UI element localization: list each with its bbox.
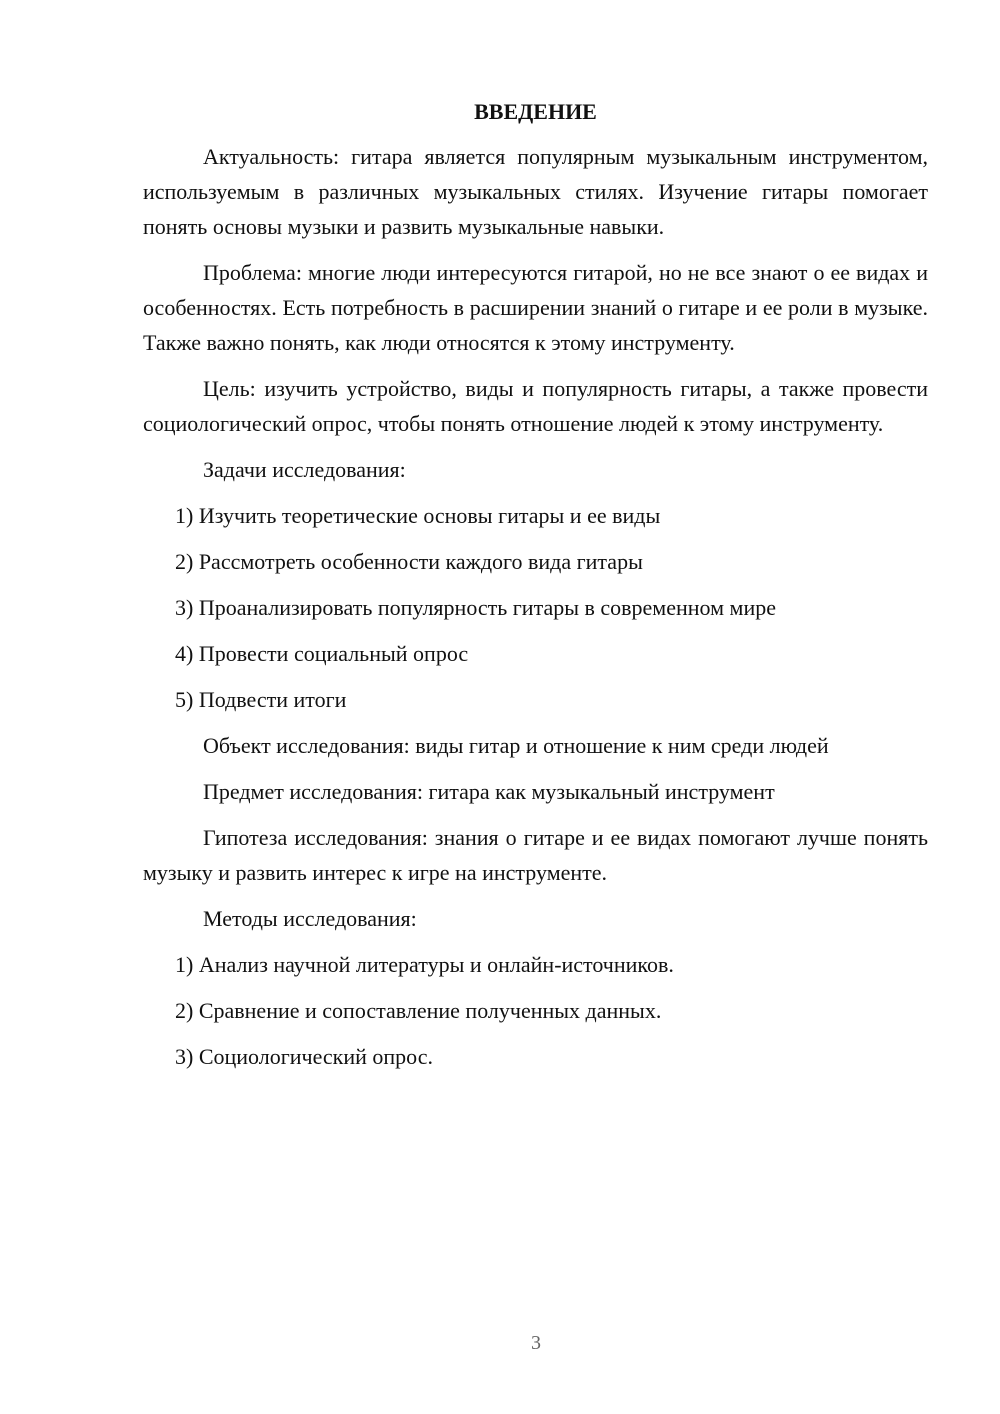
method-item: 3) Социологический опрос.	[175, 1044, 433, 1069]
method-item: 2) Сравнение и сопоставление полученных данных.	[175, 998, 662, 1023]
method-item: 1) Анализ научной литературы и онлайн-источников.	[175, 952, 674, 977]
problem-paragraph: Проблема: многие люди интересуются гитарой, но не все знают о ее видах и особенностях. Есть потребность в расширении знаний о гитаре и ее роли в музыке. Также важно понять, как люди относятся к этому инструменту.	[143, 260, 928, 355]
document-body	[143, 94, 928, 1085]
methods-heading: Методы исследования:	[203, 906, 417, 931]
goal-paragraph: Цель: изучить устройство, виды и популярность гитары, а также провести социологический опрос, чтобы понять отношение людей к этому инструменту.	[143, 376, 928, 436]
task-item: 3) Проанализировать популярность гитары в современном мире	[175, 595, 777, 620]
page-number: 3	[531, 1332, 541, 1354]
task-item: 2) Рассмотреть особенности каждого вида гитары	[175, 549, 643, 574]
task-item: 5) Подвести итоги	[175, 687, 347, 712]
tasks-heading: Задачи исследования:	[203, 457, 406, 482]
task-item: 4) Провести социальный опрос	[175, 641, 469, 666]
object-line: Объект исследования: виды гитар и отношение к ним среди людей	[203, 733, 829, 758]
subject-line: Предмет исследования: гитара как музыкальный инструмент	[203, 779, 775, 804]
relevance-paragraph: Актуальность: гитара является популярным музыкальным инструментом, используемым в различных музыкальных стилях. Изучение гитары помогает понять основы музыки и развить музыкальные навыки.	[143, 144, 928, 239]
hypothesis-paragraph: Гипотеза исследования: знания о гитаре и ее видах помогают лучше понять музыку и развить интерес к игре на инструменте.	[143, 825, 928, 885]
task-item: 1) Изучить теоретические основы гитары и ее виды	[175, 503, 661, 528]
page-title: ВВЕДЕНИЕ	[474, 99, 597, 124]
